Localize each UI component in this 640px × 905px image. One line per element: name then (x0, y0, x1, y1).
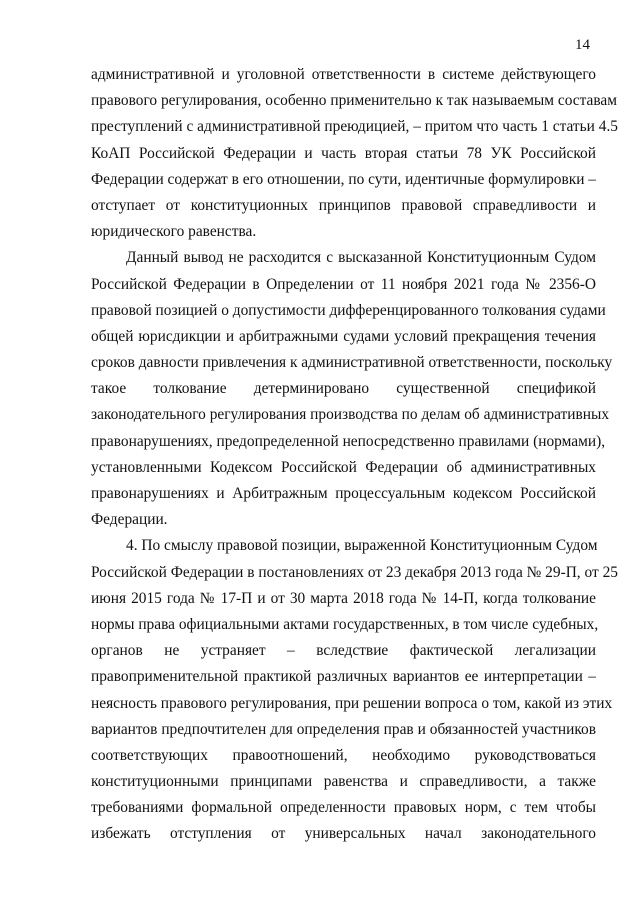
text-line: установленными Кодексом Российской Федерации об административных (91, 458, 596, 476)
text-line: Российской Федерации в Определении от 11 ноября 2021 года № 2356-О (91, 275, 596, 293)
text-line: соответствующих правоотношений, необходимо руководствоваться (91, 746, 596, 764)
text-line: правонарушениях и Арбитражным процессуальным кодексом Российской (91, 485, 596, 502)
text-line: правоприменительной практикой различных вариантов ее интерпретации – (91, 668, 596, 686)
text-line: Данный вывод не расходится с высказанной Конституционным Судом (126, 249, 596, 267)
text-line: административной и уголовной ответственности в системе действующего (91, 66, 596, 83)
text-line: юридического равенства. (91, 223, 257, 241)
text-line: Федерации. (91, 511, 168, 529)
text-line: правовой позицией о допустимости дифференцированного толкования судами (91, 301, 606, 319)
page-number: 14 (575, 37, 590, 53)
text-line: КоАП Российской Федерации и часть вторая статьи 78 УК Российской (91, 144, 596, 162)
text-line: законодательного регулирования производства по делам об административных (91, 406, 610, 424)
text-line: Российской Федерации в постановлениях от 23 декабря 2013 года № 29-П, от 25 (91, 563, 618, 581)
text-line: конституционными принципами равенства и справедливости, а также (91, 773, 596, 791)
text-line: вариантов предпочтителен для определения прав и обязанностей участников (91, 720, 596, 738)
text-line: неясность правового регулирования, при решении вопроса о том, какой из этих (91, 694, 613, 712)
text-line: Федерации содержат в его отношении, по сути, идентичные формулировки – (91, 170, 596, 188)
text-line: правонарушениях, предопределенной непосредственно правилами (нормами), (91, 432, 606, 450)
text-line: сроков давности привлечения к административной ответственности, поскольку (91, 354, 613, 372)
text-line: такое толкование детерминировано существенной спецификой (91, 380, 596, 398)
text-line: правового регулирования, особенно применительно к так называемым составам (91, 92, 617, 110)
text-line: избежать отступления от универсальных начал законодательного (91, 825, 596, 843)
text-line: июня 2015 года № 17-П и от 30 марта 2018 года № 14-П, когда толкование (91, 589, 596, 607)
text-line: 4. По смыслу правовой позиции, выраженной Конституционным Судом (126, 537, 598, 555)
text-line: органов не устраняет – вследствие фактической легализации (91, 642, 596, 660)
text-line: преступлений с административной преюдицией, – притом что часть 1 статьи 4.5 (91, 118, 619, 136)
body-text (91, 62, 619, 848)
text-line: отступает от конституционных принципов правовой справедливости и (91, 196, 596, 214)
text-line: общей юрисдикции и арбитражными судами условий прекращения течения (91, 327, 596, 345)
text-line: нормы права официальными актами государственных, в том числе судебных, (91, 615, 599, 633)
text-line: требованиями формальной определенности правовых норм, с тем чтобы (91, 799, 596, 817)
